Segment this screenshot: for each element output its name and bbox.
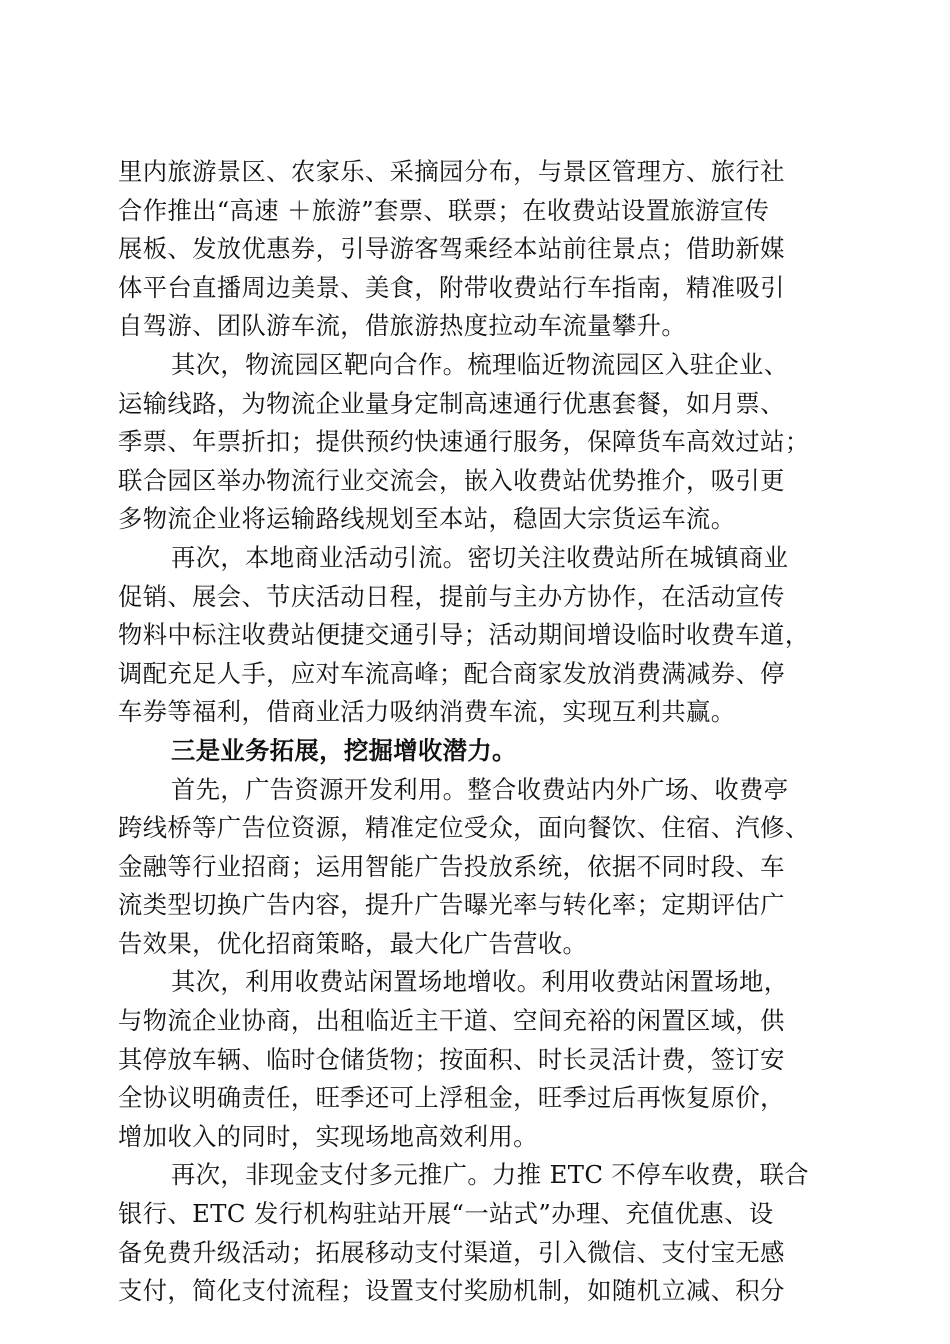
- text-line: 增加收入的同时，实现场地高效利用。: [118, 1121, 538, 1151]
- text-line: 银行、ETC 发行机构驻站开展“一站式”办理、充值优惠、设: [118, 1199, 774, 1229]
- text-line: 季票、年票折扣；提供预约快速通行服务，保障货车高效过站；: [118, 427, 810, 457]
- text-line: 里内旅游景区、农家乐、采摘园分布，与景区管理方、旅行社: [118, 157, 785, 186]
- text-line: 流类型切换广告内容，提升广告曝光率与转化率；定期评估广: [118, 890, 785, 920]
- text-line: 跨线桥等广告位资源，精准定位受众，面向餐饮、住宿、汽修、: [118, 813, 810, 843]
- text-line: 多物流企业将运输路线规划至本站，稳固大宗货运车流。: [118, 504, 736, 534]
- text-line: 物料中标注收费站便捷交通引导；活动期间增设临时收费车道，: [118, 620, 810, 650]
- text-line: 合作推出“高速 ＋旅游”套票、联票；在收费站设置旅游宣传: [118, 195, 770, 225]
- text-line: 备免费升级活动；拓展移动支付渠道，引入微信、支付宝无感: [118, 1237, 785, 1267]
- text-line: 促销、展会、节庆活动日程，提前与主办方协作，在活动宣传: [118, 581, 785, 611]
- text-line: 运输线路，为物流企业量身定制高速通行优惠套餐，如月票、: [118, 388, 785, 418]
- paragraph-start-line: 其次，物流园区靶向合作。梳理临近物流园区入驻企业、: [171, 349, 789, 379]
- text-line: 体平台直播周边美景、美食，附带收费站行车指南，精准吸引: [118, 272, 785, 302]
- paragraph-start-line: 首先，广告资源开发利用。整合收费站内外广场、收费亭: [171, 774, 789, 804]
- document-body: [118, 153, 834, 1311]
- text-line: 调配充足人手，应对车流高峰；配合商家发放消费满减券、停: [118, 658, 785, 688]
- text-line: 车券等福利，借商业活力吸纳消费车流，实现互利共赢。: [118, 697, 736, 727]
- text-line: 其停放车辆、临时仓储货物；按面积、时长灵活计费，签订安: [118, 1044, 785, 1074]
- text-line: 支付，简化支付流程；设置支付奖励机制，如随机立减、积分: [118, 1276, 785, 1306]
- text-line: 告效果，优化招商策略，最大化广告营收。: [118, 928, 588, 958]
- paragraph-start-line: 再次，本地商业活动引流。密切关注收费站所在城镇商业: [171, 542, 789, 572]
- text-line: 展板、发放优惠券，引导游客驾乘经本站前往景点；借助新媒: [118, 234, 785, 264]
- text-line: 与物流企业协商，出租临近主干道、空间充裕的闲置区域，供: [118, 1006, 785, 1036]
- text-line: 金融等行业招商；运用智能广告投放系统，依据不同时段、车: [118, 851, 785, 881]
- text-line: 联合园区举办物流行业交流会，嵌入收费站优势推介，吸引更: [118, 465, 785, 495]
- text-line: 全协议明确责任，旺季还可上浮租金，旺季过后再恢复原价，: [118, 1083, 785, 1113]
- section-heading: 三是业务拓展，挖掘增收潜力。: [171, 735, 517, 765]
- paragraph-start-line: 再次，非现金支付多元推广。力推 ETC 不停车收费，联合: [171, 1160, 810, 1190]
- text-line: 自驾游、团队游车流，借旅游热度拉动车流量攀升。: [118, 311, 687, 341]
- paragraph-start-line: 其次，利用收费站闲置场地增收。利用收费站闲置场地，: [171, 967, 789, 997]
